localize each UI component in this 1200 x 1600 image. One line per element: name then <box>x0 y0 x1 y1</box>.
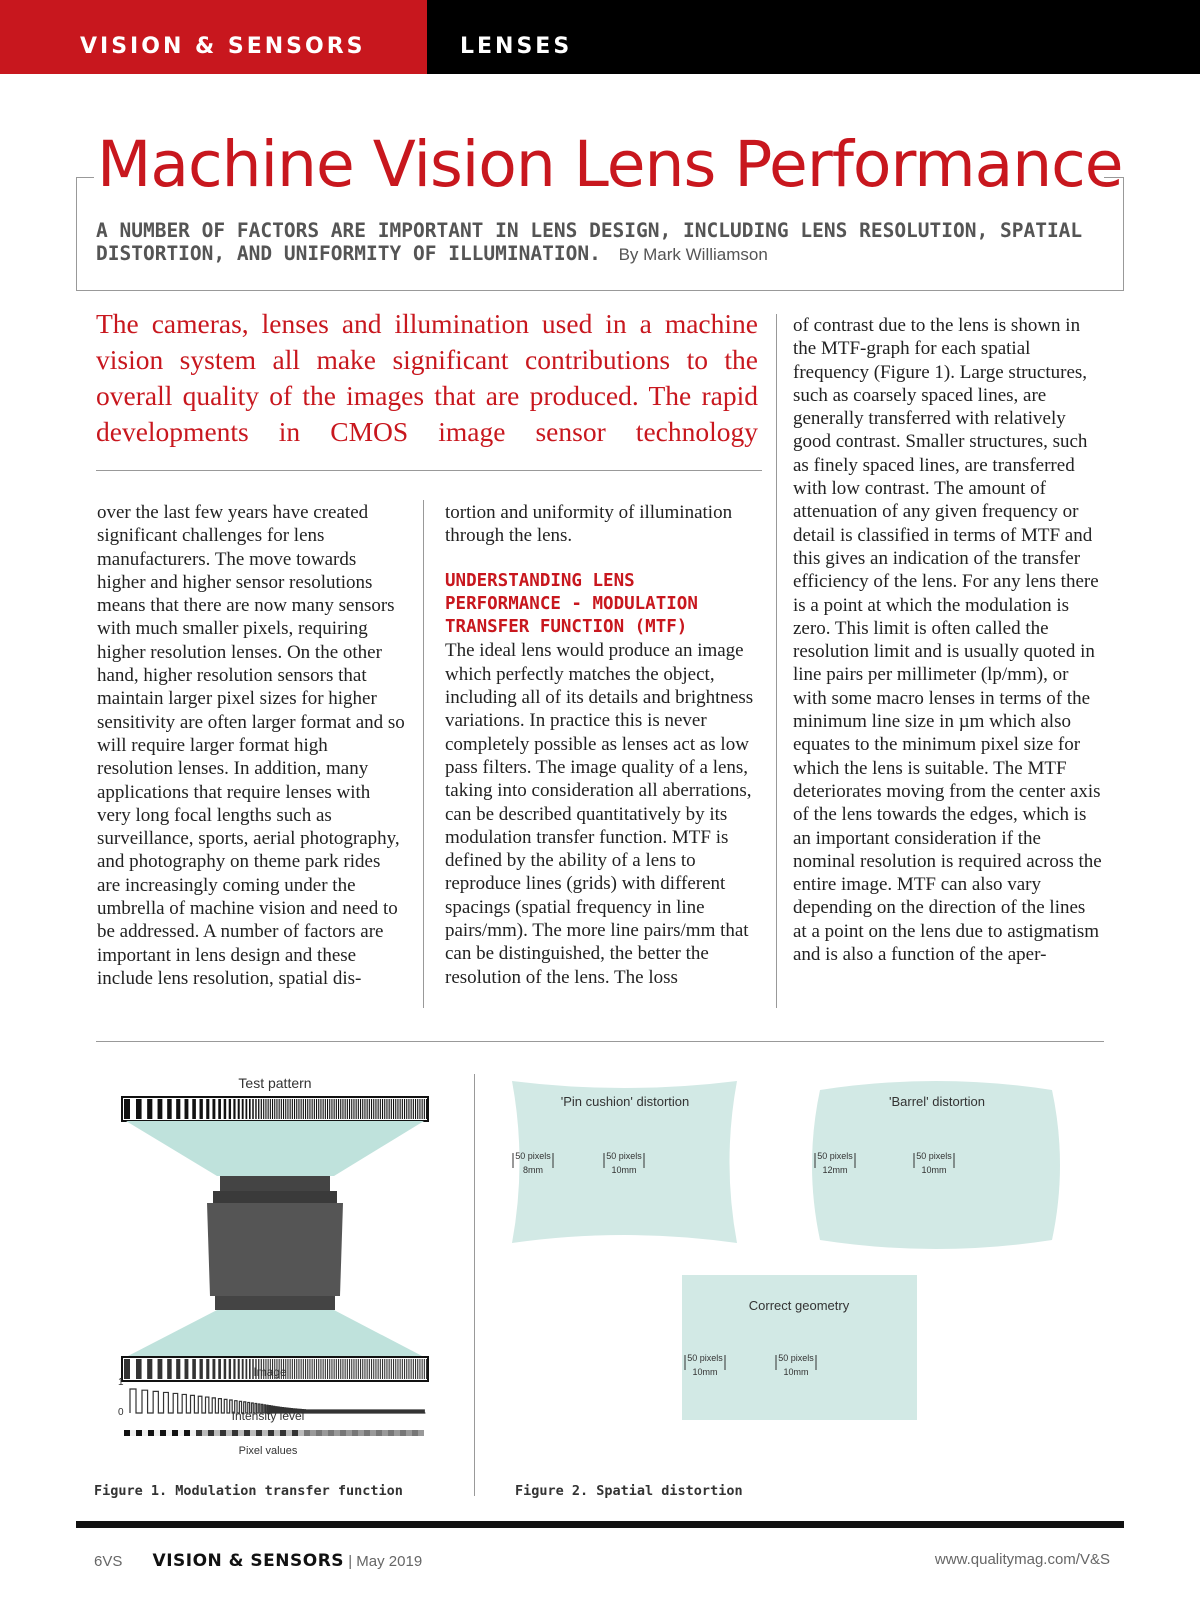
byline: By Mark Williamson <box>618 245 768 264</box>
section-subhead: UNDERSTANDING LENS PERFORMANCE - MODULATION TRANSFER FUNCTION (MTF) <box>445 570 698 638</box>
light-cone-top <box>126 1121 424 1176</box>
barrel-m2-mm: 10mm <box>921 1165 947 1175</box>
column-1 <box>97 501 407 990</box>
column-2-body: The ideal lens would produce an image which perfectly matches the object, including all of its details and brightness variations. In practice this is never completely possible as lenses act as low pass filters. The image quality of a lens, taking into consideration all aberrations, can be described quantitatively by its modulation transfer function. MTF is defined by the ability of a lens to reproduce lines (grids) with different spacings (spatial frequency in line pairs/mm). The more line pairs/mm that can be distinguished, the better the resolution of the lens. The loss <box>445 640 754 988</box>
topic-label: LENSES <box>460 34 573 59</box>
column-3-text: of contrast due to the lens is shown in the MTF-graph for each spatial frequency (Figure 1). Large structures, such as coarsely spaced lines, are generally transferred with relatively good contrast. Smaller structures, such as finely spaced lines, are transferred with low contrast. The amount of attenuation of any given frequency or detail is classified in terms of MTF and this gives an indication of the transfer efficiency of the lens. For any lens there is a point at which the modulation is zero. This limit is often called the resolution limit and is usually quoted in line pairs per millimeter (lp/mm), or with some macro lenses in terms of the minimum line size in µm which also equates to the minimum pixel size for which the lens is suitable. The MTF deteriorates moving from the center axis of the lens towards the edges, which is an important consideration if the nominal resolution is required across the entire image. MTF can also vary depending on the direction of the lines at a point on the lens due to astigmatism and is also a function of the aper- <box>793 315 1102 966</box>
lens-ring <box>213 1191 337 1203</box>
pincushion-title: 'Pin cushion' distortion <box>560 1094 690 1109</box>
test-pattern-bars <box>122 1097 428 1121</box>
fig1-axis-one: 1 <box>118 1377 124 1388</box>
correct-m1-px: 50 pixels <box>687 1353 723 1363</box>
pincushion-m2-px: 50 pixels <box>606 1151 642 1161</box>
fig1-intensity-label: Intensity level <box>231 1409 305 1423</box>
figure-2-distortion-diagram <box>500 1075 1070 1455</box>
title-frame-left-edge <box>76 177 77 290</box>
column-1-text: over the last few years have created significant challenges for lens manufacturers. The move towards higher and higher sensor resolutions means that there are now many sensors with much smaller pixels, requiring higher resolution lenses. On the other hand, higher resolution sensors that maintain larger pixel sizes for higher sensitivity are often larger format and so will require larger format high resolution lenses. In addition, many applications that require lenses with very long focal lengths such as surveillance, sports, aerial photography, and photography on theme park rides are increasingly coming under the umbrella of machine vision and need to be addressed. A number of factors are important in lens design and these include lens resolution, spatial dis- <box>97 502 405 989</box>
correct-m2-mm: 10mm <box>783 1367 809 1377</box>
column-2-intro: tortion and uniformity of illumination through the lens. <box>445 502 733 547</box>
pixel-values-row <box>124 1430 424 1436</box>
lens-ring-top <box>220 1176 330 1192</box>
barrel-m1-px: 50 pixels <box>817 1151 853 1161</box>
correct-title: Correct geometry <box>748 1298 850 1313</box>
figure-1-caption: Figure 1. Modulation transfer function <box>94 1483 403 1499</box>
correct-geometry-panel <box>682 1275 917 1420</box>
fig1-image-label: Image <box>253 1365 287 1379</box>
pincushion-m1-mm: 8mm <box>523 1165 543 1175</box>
lens-mount <box>215 1296 335 1310</box>
lead-divider <box>96 470 762 471</box>
article-deck <box>96 219 1106 266</box>
figure-rule <box>474 1074 475 1496</box>
pincushion-m2-mm: 10mm <box>611 1165 637 1175</box>
footer-date: | May 2019 <box>348 1553 423 1570</box>
pincushion-m1-px: 50 pixels <box>515 1151 551 1161</box>
footer-magazine: VISION & SENSORS <box>152 1551 345 1571</box>
figure-1-mtf-diagram <box>110 1070 440 1460</box>
article-title: Machine Vision Lens Performance <box>97 128 1123 201</box>
correct-m2-px: 50 pixels <box>778 1353 814 1363</box>
fig1-pixel-values-label: Pixel values <box>238 1445 298 1457</box>
deck-text: A NUMBER OF FACTORS ARE IMPORTANT IN LENS DESIGN, INCLUDING LENS RESOLUTION, SPATIAL DISTORTION, AND UNIFORMITY OF ILLUMINATION. <box>96 219 1083 265</box>
footer-url: www.qualitymag.com/V&S <box>934 1551 1110 1568</box>
footer-left <box>94 1551 422 1571</box>
correct-m1-mm: 10mm <box>692 1367 718 1377</box>
column-2 <box>445 501 755 989</box>
lens-body <box>207 1203 343 1296</box>
barrel-title: 'Barrel' distortion <box>888 1094 986 1109</box>
title-frame-bottom <box>76 290 1124 291</box>
lead-paragraph: The cameras, lenses and illumination used in a machine vision system all make significant contributions to the overall quality of the images that are produced. The rapid developments in CMOS image sensor technology <box>96 308 758 447</box>
column-3 <box>793 314 1103 966</box>
barrel-m1-mm: 12mm <box>822 1165 848 1175</box>
title-frame-left <box>76 177 94 178</box>
title-frame-right-edge <box>1123 177 1124 290</box>
column-rule-2 <box>776 314 777 1008</box>
section-label: VISION & SENSORS <box>80 34 366 59</box>
barrel-m2-px: 50 pixels <box>916 1151 952 1161</box>
page-number: 6VS <box>94 1553 123 1570</box>
column-rule-1 <box>423 500 424 1008</box>
figure-divider <box>96 1041 1104 1042</box>
light-cone-bottom <box>126 1310 424 1357</box>
footer-rule <box>76 1521 1124 1528</box>
figure-2-caption: Figure 2. Spatial distortion <box>515 1483 743 1499</box>
fig1-axis-zero: 0 <box>118 1407 124 1418</box>
fig1-test-pattern-label: Test pattern <box>238 1075 312 1091</box>
